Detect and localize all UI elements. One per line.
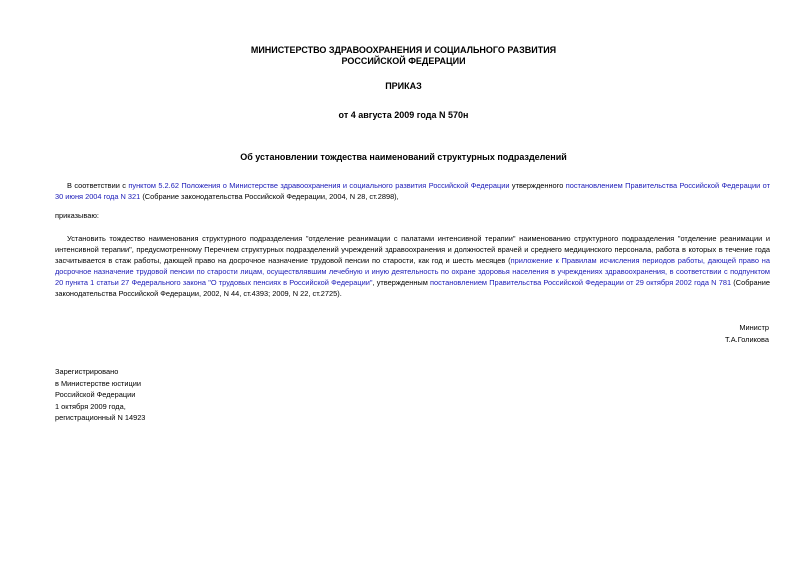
ministry-line-2: РОССИЙСКОЙ ФЕДЕРАЦИИ xyxy=(341,56,466,66)
body-paragraph xyxy=(55,233,770,299)
signatory-position: Министр xyxy=(739,323,769,332)
link-government-decree-781[interactable]: постановлением Правительства Российской Федерации от 29 октября 2002 года N 781 xyxy=(430,278,732,287)
preamble-text-2: утвержденного xyxy=(509,181,566,190)
order-word: приказываю: xyxy=(55,211,99,220)
registration-line-5: регистрационный N 14923 xyxy=(55,413,146,422)
link-government-decree-321[interactable]: постановлением Правительства Российской Федерации от 30 июня 2004 года N 321 xyxy=(55,181,770,201)
link-regulation-clause[interactable]: пунктом 5.2.62 Положения о Министерстве здравоохранения и социального развития Российской Федерации xyxy=(128,181,510,190)
registration-line-1: Зарегистрировано xyxy=(55,367,119,376)
preamble-text-1: В соответствии с xyxy=(67,181,129,190)
registration-block xyxy=(55,366,145,424)
link-rules-appendix[interactable]: приложение к Правилам исчисления периодов работы, дающей право на досрочное назначение трудовой пенсии по старости лицам, осуществлявшим лечебную и иную деятельность по охране здоровья населения в учреждениях здравоохранения, в соответствии с подпунктом 20 пункта 1 статьи 27 Федерального закона "О трудовых пенсиях в Российской Федерации" xyxy=(55,256,770,287)
preamble-text-3: (Собрание законодательства Российской Федерации, 2004, N 28, ст.2898), xyxy=(140,192,399,201)
doc-date-number: от 4 августа 2009 года N 570н xyxy=(338,110,469,120)
body-text-1: Установить тождество наименования структурного подразделения "отделение реанимации с палатами интенсивной терапии" наименованию структурного подразделения "отделение реанимации и интенсивной терапии", предусмотренному Перечнем структурных подразделений учреждений здравоохранения и должностей врачей и среднего медицинского персонала, работа в которых в течение года засчитывается в стаж работы, дающей право на досрочное назначение трудовой пенсии по старости, как год и шесть месяцев ( xyxy=(55,234,770,265)
preamble-paragraph xyxy=(55,180,770,202)
registration-line-4: 1 октября 2009 года, xyxy=(55,401,126,411)
registration-line-2: в Министерстве юстиции xyxy=(55,378,142,388)
signatory-name: Т.А.Голикова xyxy=(724,335,769,344)
body-text-3: (Собрание законодательства Российской Федерации, 2002, N 44, ст.4393; 2009, N 22, ст.2725). xyxy=(55,278,770,298)
doc-type: ПРИКАЗ xyxy=(385,81,422,91)
ministry-line-1: МИНИСТЕРСТВО ЗДРАВООХРАНЕНИЯ И СОЦИАЛЬНОГО РАЗВИТИЯ xyxy=(250,45,557,55)
registration-line-3: Российской Федерации xyxy=(55,390,136,399)
doc-title: Об установлении тождества наименований структурных подразделений xyxy=(240,152,567,162)
signature-block xyxy=(725,322,769,346)
body-text-2: , утвержденным xyxy=(372,278,431,287)
ministry-name xyxy=(0,45,807,67)
